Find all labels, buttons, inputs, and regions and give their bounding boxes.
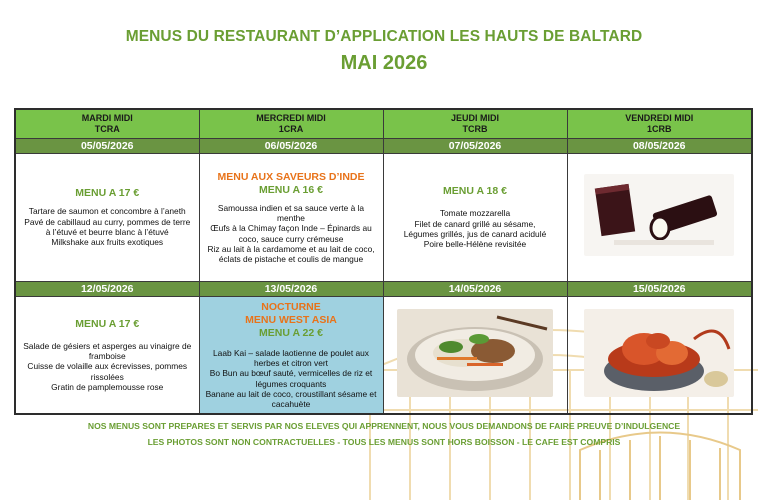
crayfish-dish-photo [584,309,734,397]
header-row [15,109,752,139]
column-header-tuesday: MARDI MIDI TCRA [15,109,199,139]
menu-cell-friday-week1 [567,154,752,282]
menu-row-week2 [15,297,752,415]
menu-price-title: MENU A 17 € [75,187,140,200]
date-cell: 15/05/2026 [567,282,752,297]
menu-cell-tuesday-week2 [15,297,199,415]
column-header-thursday: JEUDI MIDI TCRB [383,109,567,139]
menu-cell-thursday-week1 [383,154,567,282]
menu-theme-title: MENU WEST ASIA [245,313,337,326]
date-row-week1 [15,139,752,154]
date-cell: 05/05/2026 [15,139,199,154]
menu-cell-tuesday-week1 [15,154,199,282]
menu-price-title: MENU A 17 € [75,317,140,330]
date-cell: 13/05/2026 [199,282,383,297]
date-cell: 12/05/2026 [15,282,199,297]
menu-price-title: MENU A 16 € [259,183,323,196]
dessert-photo [584,174,734,256]
date-cell: 14/05/2026 [383,282,567,297]
menu-cell-thursday-week2 [383,297,567,415]
menu-items: Tomate mozzarella Filet de canard grillé au sésame, Légumes grillés, jus de canard acidulé Poire belle-Hélène revisitée [403,208,547,250]
menu-price-title: MENU A 18 € [443,185,507,198]
menu-cell-friday-week2 [567,297,752,415]
footer-notice-students: NOS MENUS SONT PREPARES ET SERVIS PAR NOS ELEVES QUI APPRENNENT, NOUS VOUS DEMANDONS DE FAIRE PREUVE D’INDULGENCE [87,421,681,431]
bobun-photo [397,309,553,397]
date-cell: 07/05/2026 [383,139,567,154]
weekly-menu-table [14,108,753,415]
column-header-friday: VENDREDI MIDI 1CRB [567,109,752,139]
menu-cell-wednesday-week2 [199,297,383,415]
date-cell: 08/05/2026 [567,139,752,154]
date-row-week2 [15,282,752,297]
column-header-wednesday: MERCREDI MIDI 1CRA [199,109,383,139]
page-subtitle-month: MAI 2026 [340,52,428,74]
date-cell: 06/05/2026 [199,139,383,154]
nocturne-tag: NOCTURNE [261,300,321,313]
menu-row-week1 [15,154,752,282]
menu-cell-wednesday-week1 [199,154,383,282]
menu-price-title: MENU A 22 € [259,326,323,339]
menu-items: Samoussa indien et sa sauce verte à la menthe Œufs à la Chimay façon Inde – Épinards au coco, sauce curry crémeuse Riz au lait à la cardamome et au lait de coco, éclats de pistache et coulis de mangue [207,202,375,265]
menu-theme-title: MENU AUX SAVEURS D’INDE [217,170,365,183]
menu-items: Salade de gésiers et asperges au vinaigre de framboise Cuisse de volaille aux écrevisses, pommes rissolées Gratin de pamplemousse rose [23,340,192,392]
page-title: MENUS DU RESTAURANT D’APPLICATION LES HAUTS DE BALTARD [125,28,643,45]
menu-items: Laab Kai – salade laotienne de poulet aux herbes et citron vert Bo Bun au bœuf sauté, vermicelles de riz et légumes croquants Banane au lait de coco, croustillant sésame et cacahuète [205,347,377,410]
menu-items: Tartare de saumon et concombre à l’aneth Pavé de cabillaud au curry, pommes de terre à l’étuvé et beurre blanc à l’étuvé Milkshake aux fruits exotiques [24,206,191,248]
footer-notice-photos: LES PHOTOS SONT NON CONTRACTUELLES - TOUS LES MENUS SONT HORS BOISSON - LE CAFE EST COMPRIS [147,437,621,447]
